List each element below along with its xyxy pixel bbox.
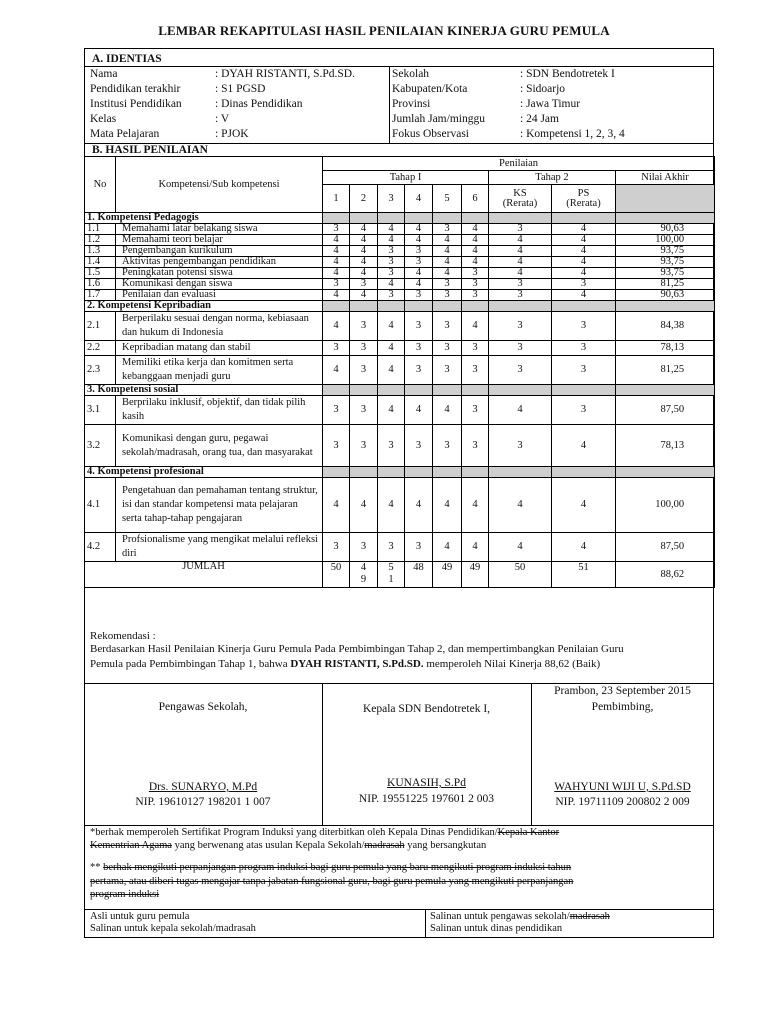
mentor-name: WAHYUNI WIJI U, S.Pd.SD bbox=[554, 781, 691, 793]
competency-name: Komunikasi dengan guru, pegawai sekolah/madrasah, orang tua, dan masyarakat bbox=[116, 425, 323, 467]
final-score: 87,50 bbox=[616, 533, 715, 562]
principal-name: KUNASIH, S.Pd bbox=[387, 777, 466, 789]
final-score: 93,75 bbox=[616, 246, 715, 257]
stage1-score: 4 bbox=[433, 257, 462, 268]
score-row bbox=[85, 396, 715, 425]
distribution-copy-office: Salinan untuk dinas pendidikan bbox=[430, 923, 563, 934]
stage1-score: 3 bbox=[405, 425, 433, 467]
stage1-score: 4 bbox=[350, 290, 378, 301]
total-score: 50 bbox=[323, 562, 350, 588]
section-row bbox=[85, 301, 715, 312]
section-title: 4. Kompetensi profesional bbox=[85, 467, 323, 478]
identity-row bbox=[86, 66, 389, 81]
ps-score: 4 bbox=[552, 533, 616, 562]
stage1-score: 3 bbox=[378, 533, 405, 562]
identity-row bbox=[86, 111, 389, 126]
row-number: 2.3 bbox=[85, 356, 116, 385]
stage1-score: 3 bbox=[378, 268, 405, 279]
total-score: 50 bbox=[489, 562, 552, 588]
identity-value: : SDN Bendotretek I bbox=[520, 67, 615, 80]
section-shade bbox=[350, 385, 378, 396]
identity-value: : S1 PGSD bbox=[215, 82, 266, 95]
stage1-score: 3 bbox=[462, 341, 489, 356]
row-number: 3.1 bbox=[85, 396, 116, 425]
section-shade bbox=[552, 301, 616, 312]
final-score: 81,25 bbox=[616, 279, 715, 290]
stage1-score: 3 bbox=[405, 246, 433, 257]
section-shade bbox=[433, 467, 462, 478]
stage1-score: 4 bbox=[378, 235, 405, 246]
stage-num: 5 bbox=[433, 185, 462, 213]
stage1-score: 3 bbox=[433, 224, 462, 235]
final-score: 78,13 bbox=[616, 425, 715, 467]
col-ps-header: PS (Rerata) bbox=[552, 185, 616, 213]
stage1-score: 4 bbox=[323, 290, 350, 301]
section-shade bbox=[323, 213, 350, 224]
identity-label: Provinsi bbox=[392, 97, 431, 110]
section-shade bbox=[378, 213, 405, 224]
identity-label: Mata Pelajaran bbox=[90, 127, 160, 140]
final-score: 90,63 bbox=[616, 224, 715, 235]
ks-score: 3 bbox=[489, 425, 552, 467]
total-final: 88,62 bbox=[616, 562, 715, 588]
stage1-score: 4 bbox=[323, 478, 350, 533]
row-number: 1.2 bbox=[85, 235, 116, 246]
identity-row bbox=[388, 96, 714, 111]
section-shade bbox=[616, 213, 715, 224]
col-ks-header: KS (Rerata) bbox=[489, 185, 552, 213]
stage1-score: 4 bbox=[405, 235, 433, 246]
stage1-score: 3 bbox=[323, 224, 350, 235]
identity-header: A. IDENTIAS bbox=[92, 53, 162, 65]
score-row bbox=[85, 290, 715, 301]
stage1-score: 4 bbox=[350, 478, 378, 533]
ps-score: 4 bbox=[552, 268, 616, 279]
stage1-score: 4 bbox=[462, 312, 489, 341]
total-score: 5 1 bbox=[378, 562, 405, 588]
stage1-score: 3 bbox=[462, 279, 489, 290]
identity-label: Institusi Pendidikan bbox=[90, 97, 182, 110]
stage1-score: 4 bbox=[462, 246, 489, 257]
ks-score: 4 bbox=[489, 235, 552, 246]
stage1-score: 3 bbox=[323, 396, 350, 425]
identity-row bbox=[388, 111, 714, 126]
supervisor-name: Drs. SUNARYO, M.Pd bbox=[148, 781, 258, 793]
identity-row bbox=[86, 96, 389, 111]
stage1-score: 3 bbox=[350, 396, 378, 425]
section-shade bbox=[489, 385, 552, 396]
principal-nip: NIP. 19551225 197601 2 003 bbox=[358, 793, 495, 805]
stage1-score: 3 bbox=[405, 312, 433, 341]
final-header-blank bbox=[616, 185, 715, 213]
ps-score: 3 bbox=[552, 312, 616, 341]
stage1-score: 3 bbox=[405, 356, 433, 385]
ks-score: 3 bbox=[489, 341, 552, 356]
identity-label: Fokus Observasi bbox=[392, 127, 469, 140]
score-row bbox=[85, 312, 715, 341]
section-row bbox=[85, 213, 715, 224]
recommendation-line-1: Berdasarkan Hasil Penilaian Kinerja Guru Pemula Pada Pembimbingan Tahap 2, dan mempertimbangkan Penilaian Guru bbox=[90, 643, 624, 655]
stage1-score: 3 bbox=[462, 290, 489, 301]
row-number: 1.5 bbox=[85, 268, 116, 279]
score-row bbox=[85, 279, 715, 290]
section-shade bbox=[489, 213, 552, 224]
ps-score: 4 bbox=[552, 478, 616, 533]
total-score: 51 bbox=[552, 562, 616, 588]
stage1-score: 3 bbox=[433, 425, 462, 467]
section-shade bbox=[405, 467, 433, 478]
section-shade bbox=[462, 301, 489, 312]
competency-name: Pengembangan kurikulum bbox=[116, 246, 323, 257]
ks-score: 4 bbox=[489, 257, 552, 268]
identity-value: : 24 Jam bbox=[520, 112, 559, 125]
col-no-header: No bbox=[85, 157, 116, 213]
final-score: 87,50 bbox=[616, 396, 715, 425]
final-score: 90,63 bbox=[616, 290, 715, 301]
total-score: 4 9 bbox=[350, 562, 378, 588]
section-shade bbox=[433, 301, 462, 312]
stage1-score: 3 bbox=[433, 341, 462, 356]
competency-name: Peningkatan potensi siswa bbox=[116, 268, 323, 279]
stage1-score: 4 bbox=[350, 268, 378, 279]
section-shade bbox=[323, 467, 350, 478]
section-title: 2. Kompetensi Kepribadian bbox=[85, 301, 323, 312]
stage1-score: 4 bbox=[433, 478, 462, 533]
identity-value: : Dinas Pendidikan bbox=[215, 97, 303, 110]
row-number: 2.2 bbox=[85, 341, 116, 356]
identity-label: Sekolah bbox=[392, 67, 430, 80]
stage1-score: 3 bbox=[350, 279, 378, 290]
stage1-score: 3 bbox=[323, 341, 350, 356]
ks-score: 3 bbox=[489, 290, 552, 301]
mentor-nip: NIP. 19711109 200802 2 009 bbox=[555, 796, 690, 808]
competency-name: Berperilaku sesuai dengan norma, kebiasaan dan hukum di Indonesia bbox=[116, 312, 323, 341]
ks-score: 4 bbox=[489, 246, 552, 257]
score-row bbox=[85, 341, 715, 356]
section-shade bbox=[350, 301, 378, 312]
col-final-header: Nilai Akhir bbox=[616, 171, 715, 185]
competency-name: Memahami teori belajar bbox=[116, 235, 323, 246]
score-row bbox=[85, 533, 715, 562]
score-row bbox=[85, 356, 715, 385]
stage1-score: 4 bbox=[378, 478, 405, 533]
ks-score: 4 bbox=[489, 396, 552, 425]
stage1-score: 4 bbox=[462, 478, 489, 533]
stage1-score: 3 bbox=[350, 312, 378, 341]
stage1-score: 4 bbox=[323, 312, 350, 341]
stage1-score: 4 bbox=[378, 341, 405, 356]
row-number: 1.7 bbox=[85, 290, 116, 301]
principal-role: Kepala SDN Bendotretek I, bbox=[362, 703, 491, 715]
ks-score: 4 bbox=[489, 478, 552, 533]
stage1-score: 3 bbox=[405, 290, 433, 301]
total-score: 48 bbox=[405, 562, 433, 588]
section-shade bbox=[489, 301, 552, 312]
stage1-score: 3 bbox=[462, 268, 489, 279]
note-2-line-1: ** berhak mengikuti perpanjangan program induksi bagi guru pemula yang baru mengikuti program induksi tahun bbox=[90, 862, 572, 873]
stage1-score: 3 bbox=[378, 257, 405, 268]
stage1-score: 4 bbox=[462, 257, 489, 268]
row-number: 1.3 bbox=[85, 246, 116, 257]
stage1-score: 4 bbox=[350, 224, 378, 235]
stage1-score: 3 bbox=[405, 341, 433, 356]
stage1-score: 4 bbox=[378, 279, 405, 290]
stage1-score: 3 bbox=[378, 290, 405, 301]
stage1-score: 4 bbox=[323, 268, 350, 279]
distribution-original: Asli untuk guru pemula bbox=[90, 911, 190, 922]
score-row bbox=[85, 268, 715, 279]
score-row bbox=[85, 246, 715, 257]
competency-name: Penilaian dan evaluasi bbox=[116, 290, 323, 301]
ks-score: 4 bbox=[489, 268, 552, 279]
ps-score: 4 bbox=[552, 290, 616, 301]
stage1-score: 3 bbox=[323, 533, 350, 562]
identity-value: : Kompetensi 1, 2, 3, 4 bbox=[520, 127, 625, 140]
stage1-score: 4 bbox=[378, 396, 405, 425]
ks-score: 3 bbox=[489, 279, 552, 290]
stage1-score: 3 bbox=[433, 312, 462, 341]
row-number: 4.1 bbox=[85, 478, 116, 533]
ps-score: 4 bbox=[552, 235, 616, 246]
final-score: 100,00 bbox=[616, 478, 715, 533]
distribution-copy-principal: Salinan untuk kepala sekolah/madrasah bbox=[90, 923, 256, 934]
stage-num: 4 bbox=[405, 185, 433, 213]
stage1-score: 4 bbox=[378, 356, 405, 385]
identity-row bbox=[86, 126, 389, 141]
recommendation-label: Rekomendasi : bbox=[90, 630, 156, 642]
section-shade bbox=[378, 385, 405, 396]
final-score: 93,75 bbox=[616, 257, 715, 268]
stage1-score: 4 bbox=[433, 533, 462, 562]
ps-score: 4 bbox=[552, 224, 616, 235]
ps-score: 4 bbox=[552, 425, 616, 467]
col-tahap2-header: Tahap 2 bbox=[489, 171, 616, 185]
stage-num: 2 bbox=[350, 185, 378, 213]
identity-value: : DYAH RISTANTI, S.Pd.SD. bbox=[215, 67, 355, 80]
competency-name: Pengetahuan dan pemahaman tentang struktur, isi dan standar kompetensi mata pelajaran serta tahap-tahap pengajaran bbox=[116, 478, 323, 533]
section-shade bbox=[462, 385, 489, 396]
section-shade bbox=[378, 467, 405, 478]
stage1-score: 4 bbox=[405, 279, 433, 290]
stage1-score: 3 bbox=[350, 425, 378, 467]
section-shade bbox=[323, 385, 350, 396]
row-number: 1.1 bbox=[85, 224, 116, 235]
section-shade bbox=[552, 385, 616, 396]
section-shade bbox=[489, 467, 552, 478]
section-title: 1. Kompetensi Pedagogis bbox=[85, 213, 323, 224]
final-score: 100,00 bbox=[616, 235, 715, 246]
section-shade bbox=[616, 301, 715, 312]
competency-name: Memiliki etika kerja dan komitmen serta kebanggaan menjadi guru bbox=[116, 356, 323, 385]
section-shade bbox=[323, 301, 350, 312]
row-number: 3.2 bbox=[85, 425, 116, 467]
note-2-line-3: program induksi bbox=[90, 889, 160, 900]
section-shade bbox=[552, 213, 616, 224]
identity-row bbox=[86, 81, 389, 96]
stage1-score: 3 bbox=[462, 425, 489, 467]
identity-value: : Sidoarjo bbox=[520, 82, 566, 95]
results-header: B. HASIL PENILAIAN bbox=[92, 144, 208, 156]
stage1-score: 3 bbox=[462, 396, 489, 425]
stage1-score: 4 bbox=[405, 396, 433, 425]
ks-score: 3 bbox=[489, 312, 552, 341]
stage1-score: 3 bbox=[405, 533, 433, 562]
col-tahap1-header: Tahap I bbox=[323, 171, 489, 185]
competency-name: Kepribadian matang dan stabil bbox=[116, 341, 323, 356]
score-table bbox=[84, 156, 715, 588]
final-score: 81,25 bbox=[616, 356, 715, 385]
identity-value: : PJOK bbox=[215, 127, 249, 140]
section-shade bbox=[552, 467, 616, 478]
row-number: 2.1 bbox=[85, 312, 116, 341]
score-row bbox=[85, 224, 715, 235]
competency-name: Aktivitas pengembangan pendidikan bbox=[116, 257, 323, 268]
identity-label: Nama bbox=[90, 67, 118, 80]
stage1-score: 4 bbox=[462, 533, 489, 562]
competency-name: Komunikasi dengan siswa bbox=[116, 279, 323, 290]
identity-label: Kabupaten/Kota bbox=[392, 82, 468, 95]
page-title: LEMBAR REKAPITULASI HASIL PENILAIAN KINERJA GURU PEMULA bbox=[158, 23, 610, 38]
stage1-score: 3 bbox=[405, 257, 433, 268]
stage1-score: 4 bbox=[462, 235, 489, 246]
ks-score: 4 bbox=[489, 533, 552, 562]
col-penilaian-header: Penilaian bbox=[323, 157, 715, 171]
identity-header-row bbox=[84, 52, 714, 67]
results-header-row bbox=[84, 143, 714, 157]
total-row bbox=[85, 562, 715, 588]
section-title: 3. Kompetensi sosial bbox=[85, 385, 323, 396]
stage1-score: 4 bbox=[350, 235, 378, 246]
score-row bbox=[85, 235, 715, 246]
stage1-score: 3 bbox=[350, 533, 378, 562]
stage1-score: 4 bbox=[433, 235, 462, 246]
stage1-score: 4 bbox=[433, 396, 462, 425]
ps-score: 4 bbox=[552, 257, 616, 268]
mentor-role: Pembimbing, bbox=[591, 701, 654, 713]
stage1-score: 4 bbox=[323, 356, 350, 385]
section-shade bbox=[405, 385, 433, 396]
stage1-score: 4 bbox=[378, 312, 405, 341]
stage1-score: 4 bbox=[378, 224, 405, 235]
row-number: 1.4 bbox=[85, 257, 116, 268]
ks-score: 3 bbox=[489, 224, 552, 235]
stage-num: 1 bbox=[323, 185, 350, 213]
row-number: 1.6 bbox=[85, 279, 116, 290]
score-row bbox=[85, 257, 715, 268]
total-score: 49 bbox=[433, 562, 462, 588]
section-shade bbox=[433, 213, 462, 224]
section-row bbox=[85, 385, 715, 396]
competency-name: Memahami latar belakang siswa bbox=[116, 224, 323, 235]
score-row bbox=[85, 478, 715, 533]
row-number: 4.2 bbox=[85, 533, 116, 562]
identity-label: Jumlah Jam/minggu bbox=[392, 112, 485, 125]
competency-name: Berprilaku inklusif, objektif, dan tidak pilih kasih bbox=[116, 396, 323, 425]
signature-date: Prambon, 23 September 2015 bbox=[554, 685, 691, 697]
stage1-score: 4 bbox=[350, 246, 378, 257]
distribution-copy-supervisor: Salinan untuk pengawas sekolah/madrasah bbox=[430, 911, 610, 922]
stage1-score: 4 bbox=[405, 224, 433, 235]
stage1-score: 4 bbox=[405, 268, 433, 279]
stage-num: 3 bbox=[378, 185, 405, 213]
ps-score: 3 bbox=[552, 356, 616, 385]
section-shade bbox=[350, 467, 378, 478]
stage1-score: 3 bbox=[433, 356, 462, 385]
competency-name: Profsionalisme yang mengikat melalui refleksi diri bbox=[116, 533, 323, 562]
stage1-score: 3 bbox=[323, 425, 350, 467]
stage1-score: 4 bbox=[323, 235, 350, 246]
identity-left-table bbox=[86, 66, 389, 141]
ps-score: 3 bbox=[552, 279, 616, 290]
stage1-score: 4 bbox=[350, 257, 378, 268]
stage1-score: 3 bbox=[350, 341, 378, 356]
stage1-score: 4 bbox=[433, 268, 462, 279]
section-shade bbox=[616, 467, 715, 478]
identity-row bbox=[388, 66, 714, 81]
recommendation-line-2: Pemula pada Pembimbingan Tahap 1, bahwa DYAH RISTANTI, S.Pd.SD. memperoleh Nilai Kinerja 88,62 (Baik) bbox=[90, 658, 601, 670]
col-competency-header: Kompetensi/Sub kompetensi bbox=[116, 157, 323, 213]
stage1-score: 3 bbox=[462, 356, 489, 385]
section-shade bbox=[462, 467, 489, 478]
stage1-score: 3 bbox=[433, 290, 462, 301]
total-score: 49 bbox=[462, 562, 489, 588]
stage1-score: 3 bbox=[350, 356, 378, 385]
note-1-line-2: Kementrian Agama yang berwenang atas usulan Kepala Sekolah/madrasah yang bersangkutan bbox=[90, 840, 487, 851]
stage-num: 6 bbox=[462, 185, 489, 213]
section-shade bbox=[350, 213, 378, 224]
section-shade bbox=[616, 385, 715, 396]
stage1-score: 4 bbox=[323, 246, 350, 257]
section-shade bbox=[378, 301, 405, 312]
identity-label: Pendidikan terakhir bbox=[90, 82, 181, 95]
section-shade bbox=[405, 301, 433, 312]
section-shade bbox=[405, 213, 433, 224]
stage1-score: 3 bbox=[323, 279, 350, 290]
note-1-line-1: *berhak memperoleh Sertifikat Program Induksi yang diterbitkan oleh Kepala Dinas Pendidikan/Kepala Kantor bbox=[90, 827, 560, 838]
identity-row bbox=[388, 126, 714, 141]
supervisor-nip: NIP. 19610127 198201 1 007 bbox=[135, 796, 271, 808]
ps-score: 3 bbox=[552, 341, 616, 356]
note-2-line-2: pertama, atau diberi tugas mengajar tanpa jabatan fungsional guru, bagi guru pemula yang mengikuti perpanjangan bbox=[90, 876, 574, 887]
identity-value: : V bbox=[215, 112, 230, 125]
section-row bbox=[85, 467, 715, 478]
total-label: JUMLAH bbox=[85, 562, 323, 588]
final-score: 78,13 bbox=[616, 341, 715, 356]
section-shade bbox=[462, 213, 489, 224]
identity-label: Kelas bbox=[90, 112, 117, 125]
stage1-score: 3 bbox=[433, 279, 462, 290]
stage1-score: 4 bbox=[405, 478, 433, 533]
stage1-score: 3 bbox=[378, 246, 405, 257]
ps-score: 4 bbox=[552, 246, 616, 257]
stage1-score: 4 bbox=[433, 246, 462, 257]
identity-value: : Jawa Timur bbox=[520, 97, 581, 110]
supervisor-role: Pengawas Sekolah, bbox=[158, 701, 248, 713]
score-row bbox=[85, 425, 715, 467]
stage1-score: 4 bbox=[462, 224, 489, 235]
ps-score: 3 bbox=[552, 396, 616, 425]
final-score: 84,38 bbox=[616, 312, 715, 341]
section-shade bbox=[433, 385, 462, 396]
identity-row bbox=[388, 81, 714, 96]
ks-score: 3 bbox=[489, 356, 552, 385]
final-score: 93,75 bbox=[616, 268, 715, 279]
identity-right-table bbox=[388, 66, 714, 141]
stage1-score: 4 bbox=[323, 257, 350, 268]
stage1-score: 3 bbox=[378, 425, 405, 467]
